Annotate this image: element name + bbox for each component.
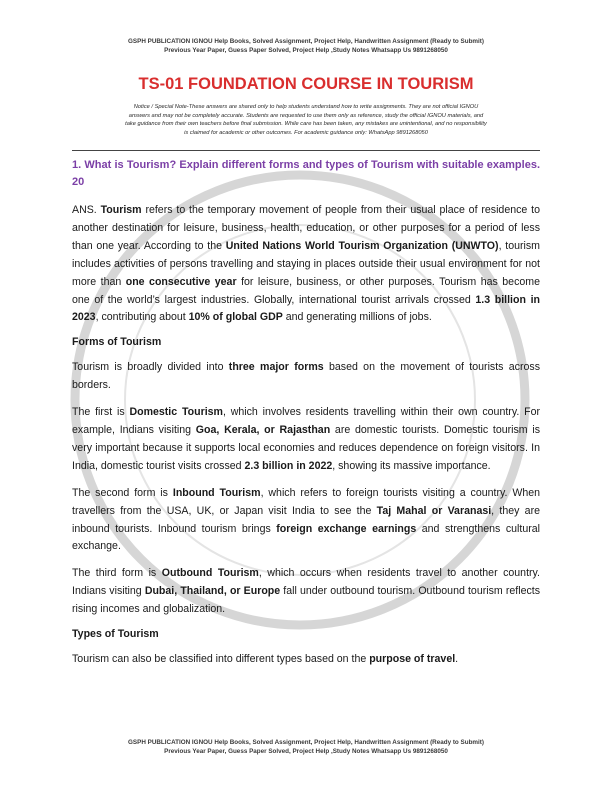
notice-line: Notice / Special Note-These answers are shared only to help students understand how to write assignments. They are not official IGNOU [133, 104, 479, 110]
page-footer [40, 739, 572, 756]
text-run: ANS. [72, 204, 101, 216]
text-run: , which refers to foreign tourists visiting a country. When travellers from the USA, UK, or Japan visit India to see the [72, 486, 541, 517]
notice-text [72, 103, 540, 137]
text-run: Tourism is broadly divided into [72, 361, 229, 374]
bold-term: one consecutive year [125, 275, 237, 288]
bold-term: three major forms [228, 361, 324, 374]
text-run: , which occurs when residents travel to another country. Indians visiting [72, 567, 540, 598]
text-run: , they are inbound tourists. Inbound tourism brings [72, 504, 540, 535]
text-run: . [455, 652, 459, 665]
notice-line: answers and may not be completely accurate. Students are requested to use them only as reference, study the official IGNOU materials, and [128, 112, 484, 119]
text-run: The second form is [72, 486, 173, 499]
bold-term: Tourism [100, 204, 142, 216]
text-run: The first is [72, 406, 130, 419]
bold-term: Domestic Tourism [129, 406, 223, 419]
bold-term: Dubai, Thailand, or Europe [144, 585, 281, 598]
bold-term: Goa, Kerala, or Rajasthan [195, 423, 331, 436]
text-run: refers to the temporary movement of people from their usual place of residence to another destination for leisure, business, health, education, or other purposes for a period of less than one year. According to the [72, 204, 540, 252]
answer-paragraph-2 [72, 359, 540, 395]
bold-term: 1.3 billion in 2023 [72, 293, 541, 324]
bold-term: foreign exchange earnings [276, 522, 417, 535]
bold-term: Taj Mahal or Varanasi [376, 504, 492, 517]
bold-term: purpose of travel [369, 652, 456, 665]
answer-paragraph-3 [72, 404, 540, 476]
text-run: Tourism can also be classified into different types based on the [72, 652, 370, 665]
text-run: based on the movement of tourists across borders. [72, 361, 540, 392]
notice-line: take guidance from their own teachers before final submission. While care has been taken, any mistakes are unintentional, and no responsibility [125, 121, 487, 128]
footer-line-1: GSPH PUBLICATION IGNOU Help Books, Solved Assignment, Project Help, Handwritten Assignment (Ready to Submit) [128, 739, 484, 746]
answer-paragraph-4 [72, 485, 540, 557]
answer-paragraph-6 [72, 651, 540, 669]
footer-line-2: Previous Year Paper, Guess Paper Solved, Project Help ,Study Notes Whatsapp Us 9891268050 [164, 747, 448, 755]
text-run: , tourism includes activities of persons travelling and staying in places outside their usual environment for not more than [72, 239, 540, 288]
text-run: The third form is [72, 567, 162, 580]
document-title: TS-01 FOUNDATION COURSE IN TOURISM [138, 75, 474, 93]
section-heading-types: Types of Tourism [72, 628, 159, 641]
section-heading-forms: Forms of Tourism [72, 336, 162, 349]
text-run: and generating millions of jobs. [282, 311, 432, 324]
bold-term: Inbound Tourism [172, 486, 261, 499]
text-run: , showing its massive importance. [332, 459, 491, 472]
text-run: are domestic tourists. Domestic tourism is very important because it supports local economies and reduces dependence on foreign visitors. In India, domestic tourist visits crossed [72, 423, 541, 472]
text-run: , which involves residents travelling within their own country. For example, Indians visiting [72, 406, 540, 436]
header-line-2: Previous Year Paper, Guess Paper Solved, Project Help ,Study Notes Whatsapp Us 9891268050 [164, 46, 448, 54]
answer-body [72, 202, 540, 669]
page-header [40, 38, 572, 55]
notice-line: is claimed for academic or other outcomes. For academic guidance only: WhatsApp 9891268050 [184, 129, 428, 136]
text-run: and strengthens cultural exchange. [72, 522, 540, 553]
bold-term: Outbound Tourism [161, 567, 259, 580]
answer-paragraph-5 [72, 565, 540, 619]
text-run: for leisure, business, or other purposes. Tourism has become one of the world’s largest industries. Globally, international tourist arrivals crossed [72, 275, 540, 306]
text-run: , contributing about [95, 311, 189, 324]
bold-term: 2.3 billion in 2022 [244, 459, 333, 472]
answer-paragraph-1 [72, 202, 540, 327]
bold-term: 10% of global GDP [188, 311, 283, 324]
text-run: fall under outbound tourism. Outbound tourism reflects rising incomes and globalization. [72, 585, 540, 616]
notice-divider [72, 150, 540, 151]
question-heading: 1. What is Tourism? Explain different forms and types of Tourism with suitable examples. 20 [72, 159, 540, 188]
bold-term: United Nations World Tourism Organization (UNWTO) [225, 239, 499, 252]
header-line-1: GSPH PUBLICATION IGNOU Help Books, Solved Assignment, Project Help, Handwritten Assignment (Ready to Submit) [128, 38, 484, 45]
